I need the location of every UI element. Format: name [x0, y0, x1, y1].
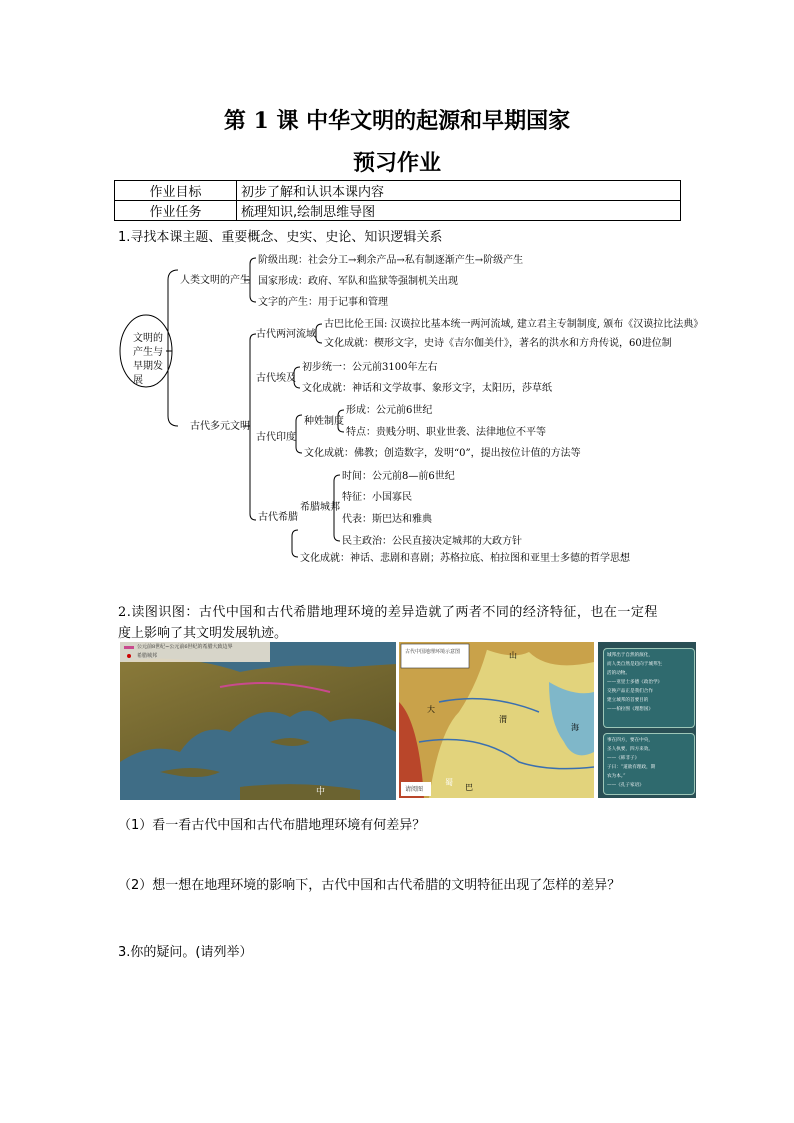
- civ-item: 文化成就：佛教；创造数字，发明“0”，提出按位计值的方法等: [304, 448, 581, 459]
- table-value: 梳理知识,绘制思维导图: [237, 201, 681, 221]
- civ-item: 希腊城邦: [300, 502, 340, 513]
- civ-item: 文化成就：神话、悲剧和喜剧；苏格拉底、柏拉图和亚里士多德的哲学思想: [300, 553, 630, 564]
- table-key: 作业任务: [115, 201, 237, 221]
- q2-sub2: （2）想一想在地理环境的影响下，古代中国和古代希腊的文明特征出现了怎样的差异？: [118, 878, 621, 893]
- table-key: 作业目标: [115, 181, 237, 201]
- civ-label: 古代两河流域: [256, 329, 316, 340]
- civ-item: 特点：贵贱分明、职业世袭、法律地位不平等: [346, 427, 546, 438]
- map-label: 巴: [465, 783, 473, 792]
- q3-heading: 3.你的疑问。(请列举）: [118, 945, 253, 960]
- map-legend: 希腊城邦: [137, 653, 158, 659]
- civ-item: 时间：公元前8—前6世纪: [342, 471, 455, 482]
- civ-item: 种姓制度: [304, 416, 344, 427]
- civ-item: 形成：公元前6世纪: [346, 405, 433, 416]
- greece-map-image: [120, 642, 396, 800]
- civ-label: 古代希腊: [258, 512, 298, 523]
- china-map-image: [399, 642, 594, 798]
- map-legend: 古代中国地理环境示意图: [405, 649, 461, 655]
- q2-sub1: （1）看一看古代中国和古代布腊地理环境有何差异？: [118, 818, 426, 833]
- civ-item: 古巴比伦王国: 汉谟拉比基本统一两河流域, 建立君主专制制度, 颁布《汉谟拉比法典》: [324, 319, 704, 330]
- q1-heading: 1.寻找本课主题、重要概念、史实、史论、知识逻辑关系: [118, 230, 443, 245]
- mindmap-center-line: 文明的: [133, 333, 163, 344]
- doc-subtitle: 预习作业: [352, 150, 441, 176]
- q2-heading-cont: 度上影响了其文明发展轨迹。: [118, 626, 288, 641]
- mindmap-center-line: 展: [133, 375, 143, 386]
- branch-item: 文字的产生：用于记事和管理: [258, 297, 388, 308]
- quote-line: 城邦出于自然的演化，: [607, 653, 653, 658]
- civ-label: 古代埃及: [256, 373, 296, 384]
- quote-line: ——《韩非子》: [607, 756, 640, 761]
- quote-line: ——柏拉图《理想国》: [607, 707, 653, 712]
- branch-item: 国家形成：政府、军队和监狱等强制机关出现: [258, 276, 458, 287]
- civ-item: 文化成就：楔形文字，史诗《吉尔伽美什》，著名的洪水和方舟传说，60进位制: [324, 338, 672, 349]
- map-legend: 公元前8世纪~公元前6世纪的希腊大致边界: [137, 644, 233, 650]
- quote-line: 圣人执要，四方来效。: [607, 747, 653, 752]
- quote-line: 而人类自然是趋向于城邦生: [607, 662, 663, 667]
- map-label: 渭: [499, 715, 507, 724]
- quote-line: ——亚里士多德《政治学》: [607, 680, 663, 685]
- map-label: 海: [571, 723, 579, 732]
- map-label: 大: [427, 705, 435, 714]
- branch-item: 阶级出现：社会分工→剩余产品→私有制逐渐产生→阶级产生: [258, 255, 524, 266]
- quote-line: ——《孔子家语》: [607, 783, 644, 788]
- quote-line: 交换产品正是我们合作: [607, 689, 653, 694]
- mindmap-center-line: 产生与: [133, 347, 163, 358]
- map-label: 山: [509, 651, 517, 660]
- civ-item: 代表：斯巴达和雅典: [342, 514, 432, 525]
- map-badge: 请阅图: [405, 786, 424, 793]
- quote-line: 子曰：“道欲有理政，期: [607, 765, 656, 770]
- civ-item: 民主政治：公民直接决定城邦的大政方针: [342, 536, 522, 547]
- civ-item: 文化成就：神话和文学故事、象形文字，太阳历，莎草纸: [302, 383, 552, 394]
- quote-box-greek: [603, 648, 695, 728]
- map-label: 蜀: [445, 778, 453, 787]
- civ-label: 古代印度: [256, 432, 296, 443]
- table-value: 初步了解和认识本课内容: [237, 181, 681, 201]
- civ-item: 初步统一：公元前3100年左右: [302, 362, 438, 373]
- quote-box-china: [603, 733, 695, 795]
- civ-item: 特征：小国寡民: [342, 492, 412, 503]
- quote-line: 建立城邦的首要目的: [607, 698, 649, 703]
- q2-heading: 2.读图识图：古代中国和古代希腊地理环境的差异造就了两者不同的经济特征，也在一定程: [118, 605, 658, 620]
- map-label: 中: [316, 787, 326, 797]
- quote-line: 活的动物。: [607, 671, 630, 676]
- branch-label: 古代多元文明: [190, 421, 250, 432]
- mindmap-center-line: 早期发: [133, 361, 163, 372]
- quote-line: 农为本。”: [607, 774, 626, 779]
- branch-label: 人类文明的产生: [180, 275, 250, 286]
- doc-title: 第 1 课 中华文明的起源和早期国家: [223, 108, 571, 134]
- quote-line: 事在四方，要在中央，: [607, 738, 653, 743]
